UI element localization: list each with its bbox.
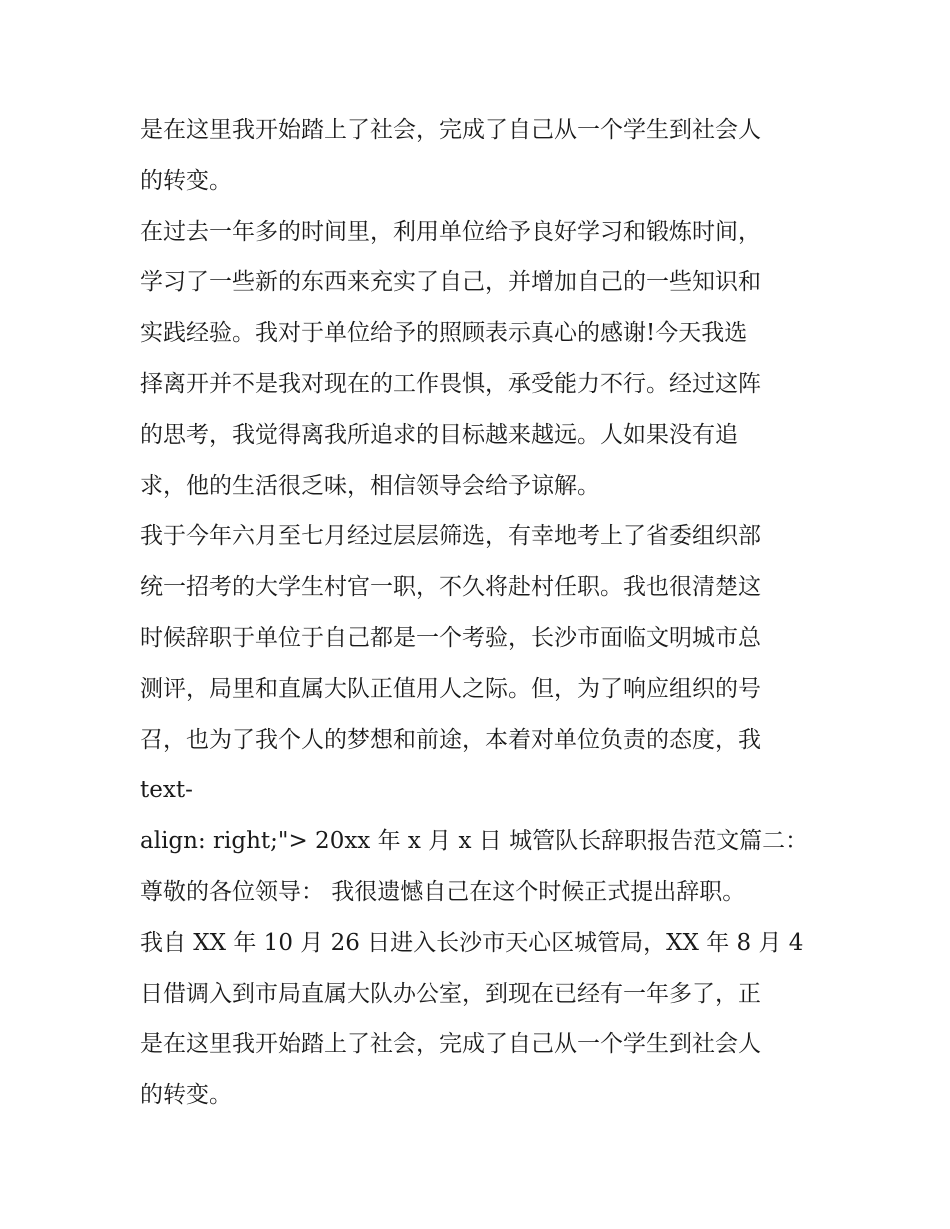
text-line: 时候辞职于单位于自己都是一个考验，长沙市面临文明城市总 [140,624,761,651]
text-line: 的转变。 [140,1082,232,1109]
text-line: 测评，局里和直属大队正值用人之际。但，为了响应组织的号 [140,675,761,702]
body-text [140,105,820,1121]
text-line: 学习了一些新的东西来充实了自己，并增加自己的一些知识和 [140,269,761,296]
text-line: 择离开并不是我对现在的工作畏惧，承受能力不行。经过这阵 [140,370,761,397]
text-line: 求，他的生活很乏味，相信领导会给予谅解。 [140,472,600,499]
text-line: text- [140,777,193,804]
text-line: 召，也为了我个人的梦想和前途，本着对单位负责的态度，我 [140,726,761,753]
text-line: 的转变。 [140,167,232,194]
text-line: 我自 XX 年 10 月 26 日进入长沙市天心区城管局，XX 年 8 月 4 [140,929,804,956]
text-line: 的思考，我觉得离我所追求的目标越来越远。人如果没有追 [140,421,738,448]
text-line: 我于今年六月至七月经过层层筛选，有幸地考上了省委组织部 [140,523,761,550]
text-line: 日借调入到市局直属大队办公室，到现在已经有一年多了，正 [140,980,761,1007]
text-line: 统一招考的大学生村官一职，不久将赴村任职。我也很清楚这 [140,574,761,601]
text-line: 尊敬的各位领导： 我很遗憾自己在这个时候正式提出辞职。 [140,878,746,905]
text-line: 实践经验。我对于单位给予的照顾表示真心的感谢!今天我选 [140,320,748,347]
text-line: 是在这里我开始踏上了社会，完成了自己从一个学生到社会人 [140,1031,761,1058]
text-line: align: right;"> 20xx 年 x 月 x 日 城管队长辞职报告范文篇二： [140,828,809,855]
text-line: 在过去一年多的时间里，利用单位给予良好学习和锻炼时间， [140,218,761,245]
text-line: 是在这里我开始踏上了社会，完成了自己从一个学生到社会人 [140,117,761,143]
